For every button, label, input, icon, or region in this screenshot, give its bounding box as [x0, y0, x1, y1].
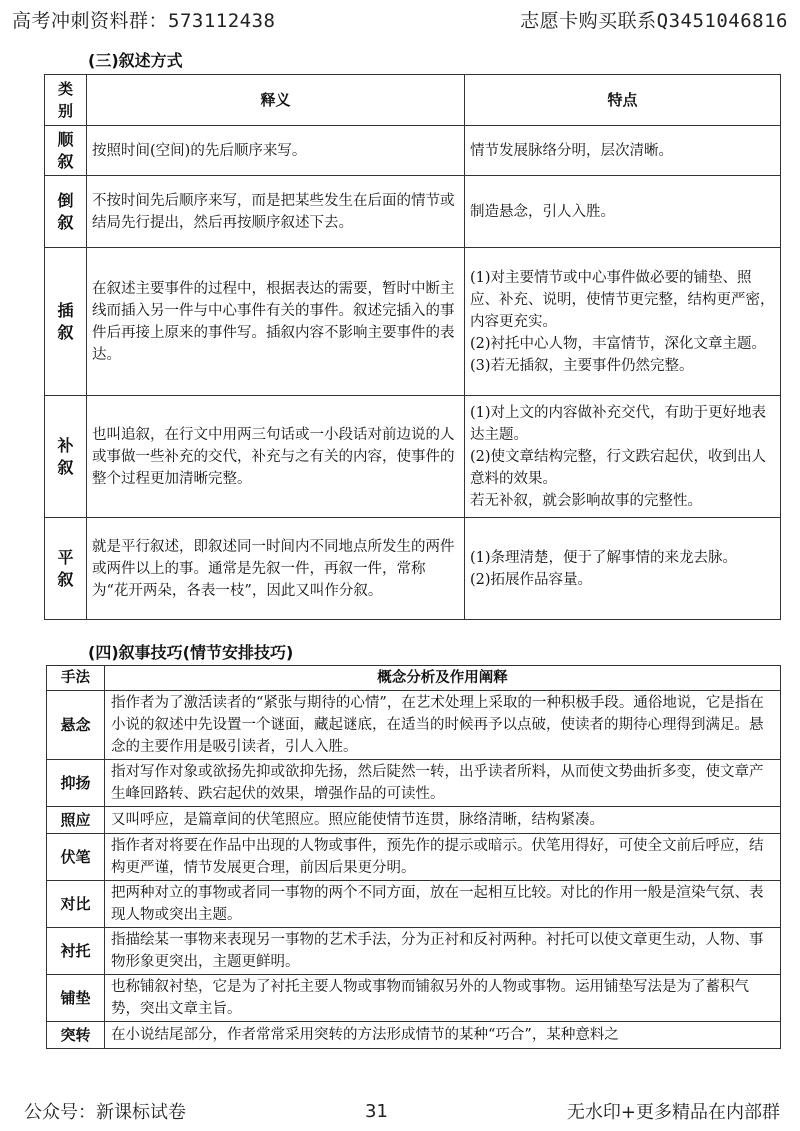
method-cell: 衬托 — [47, 928, 105, 975]
method-cell: 突转 — [47, 1022, 105, 1049]
section-4-title: (四)叙事技巧(情节安排技巧) — [88, 643, 294, 662]
section-3-title: (三)叙述方式 — [88, 51, 183, 70]
feature-item: (1)对上文的内容做补充交代，有助于更好地表达主题。 — [470, 404, 767, 443]
feature-item: 制造悬念，引人入胜。 — [470, 203, 615, 220]
table-row — [47, 760, 781, 807]
category-cell: 顺叙 — [45, 126, 87, 176]
feature-item: (3)若无插叙，主要事件仍然完整。 — [470, 357, 694, 374]
column-header-analysis: 概念分析及作用阐释 — [105, 666, 781, 691]
feature-cell — [465, 518, 781, 620]
table-row — [45, 126, 781, 176]
method-cell: 对比 — [47, 881, 105, 928]
narrative-techniques-table — [46, 665, 781, 1049]
narration-methods-table — [44, 74, 781, 620]
table-row — [45, 518, 781, 620]
table-row — [47, 881, 781, 928]
column-header-feature: 特点 — [465, 75, 781, 126]
method-cell: 悬念 — [47, 691, 105, 760]
feature-item: (2)衬托中心人物，丰富情节，深化文章主题。 — [470, 335, 767, 352]
analysis-cell: 指对写作对象或欲扬先抑或欲抑先扬，然后陡然一转，出乎读者所料，从而使文势曲折多变，使文章产生峰回路转、跌宕起伏的效果，增强作品的可读性。 — [105, 760, 781, 807]
category-cell: 平叙 — [45, 518, 87, 620]
analysis-cell: 指描绘某一事物来表现另一事物的艺术手法，分为正衬和反衬两种。衬托可以使文章更生动，人物、事物形象更突出，主题更鲜明。 — [105, 928, 781, 975]
feature-item: 若无补叙，就会影响故事的完整性。 — [470, 492, 702, 509]
table-row — [47, 807, 781, 834]
definition-cell: 不按时间先后顺序来写，而是把某些发生在后面的情节或结局先行提出，然后再按顺序叙述下去。 — [87, 176, 465, 248]
table-header-row — [45, 75, 781, 126]
analysis-cell: 把两种对立的事物或者同一事物的两个不同方面，放在一起相互比较。对比的作用一般是渲染气氛、表现人物或突出主题。 — [105, 881, 781, 928]
definition-cell: 就是平行叙述，即叙述同一时间内不同地点所发生的两件或两件以上的事。通常是先叙一件，再叙一件，常称为“花开两朵，各表一枝”，因此又叫作分叙。 — [87, 518, 465, 620]
column-header-definition: 释义 — [87, 75, 465, 126]
header-right-text: 志愿卡购买联系Q3451046816 — [520, 9, 788, 32]
table-row — [47, 1022, 781, 1049]
column-header-method: 手法 — [47, 666, 105, 691]
footer-left-text: 公众号：新课标试卷 — [24, 1102, 186, 1123]
table-row — [47, 834, 781, 881]
table-row — [45, 176, 781, 248]
definition-cell: 在叙述主要事件的过程中，根据表达的需要，暂时中断主线而插入另一件与中心事件有关的事件。叙述完插入的事件后再接上原来的事件写。插叙内容不影响主要事件的表达。 — [87, 248, 465, 396]
feature-item: (2)使文章结构完整，行文跌宕起伏，收到出人意料的效果。 — [470, 448, 767, 487]
table-row — [45, 396, 781, 518]
page-number: 31 — [365, 1100, 388, 1122]
feature-cell — [465, 396, 781, 518]
feature-item: 情节发展脉络分明，层次清晰。 — [470, 142, 673, 159]
method-cell: 伏笔 — [47, 834, 105, 881]
category-cell: 补叙 — [45, 396, 87, 518]
page-footer — [24, 1097, 780, 1125]
table-row — [47, 975, 781, 1022]
category-cell: 插叙 — [45, 248, 87, 396]
definition-cell: 也叫追叙，在行文中用两三句话或一小段话对前边说的人或事做一些补充的交代，补充与之有关的内容，使事件的整个过程更加清晰完整。 — [87, 396, 465, 518]
method-cell: 抑扬 — [47, 760, 105, 807]
definition-cell: 按照时间(空间)的先后顺序来写。 — [87, 126, 465, 176]
method-cell: 照应 — [47, 807, 105, 834]
feature-cell — [465, 248, 781, 396]
header-left-text: 高考冲刺资料群：573112438 — [12, 9, 276, 32]
table-header-row — [47, 666, 781, 691]
category-cell: 倒叙 — [45, 176, 87, 248]
feature-item: (2)拓展作品容量。 — [470, 571, 593, 588]
column-header-category: 类别 — [45, 75, 87, 126]
page-header — [12, 4, 788, 34]
table-row — [47, 691, 781, 760]
method-cell: 铺垫 — [47, 975, 105, 1022]
feature-cell — [465, 176, 781, 248]
table-row — [45, 248, 781, 396]
table-row — [47, 928, 781, 975]
analysis-cell: 指作者为了激活读者的“紧张与期待的心情”，在艺术处理上采取的一种积极手段。通俗地说，它是指在小说的叙述中先设置一个谜面，藏起谜底，在适当的时候再予以点破，使读者的期待心理得到满足。悬念的主要作用是吸引读者，引人入胜。 — [105, 691, 781, 760]
analysis-cell: 又叫呼应，是篇章间的伏笔照应。照应能使情节连贯，脉络清晰，结构紧凑。 — [105, 807, 781, 834]
analysis-cell: 指作者对将要在作品中出现的人物或事件，预先作的提示或暗示。伏笔用得好，可使全文前后呼应，结构更严谨，情节发展更合理，前因后果更分明。 — [105, 834, 781, 881]
footer-right-text: 无水印+更多精品在内部群 — [566, 1102, 780, 1123]
analysis-cell: 也称铺叙衬垫，它是为了衬托主要人物或事物而铺叙另外的人物或事物。运用铺垫写法是为了蓄积气势，突出文章主旨。 — [105, 975, 781, 1022]
feature-item: (1)对主要情节或中心事件做必要的铺垫、照应、补充、说明，使情节更完整，结构更严密，内容更充实。 — [470, 269, 775, 330]
feature-item: (1)条理清楚，便于了解事情的来龙去脉。 — [470, 549, 738, 566]
analysis-cell: 在小说结尾部分，作者常常采用突转的方法形成情节的某种“巧合”，某种意料之 — [105, 1022, 781, 1049]
feature-cell — [465, 126, 781, 176]
